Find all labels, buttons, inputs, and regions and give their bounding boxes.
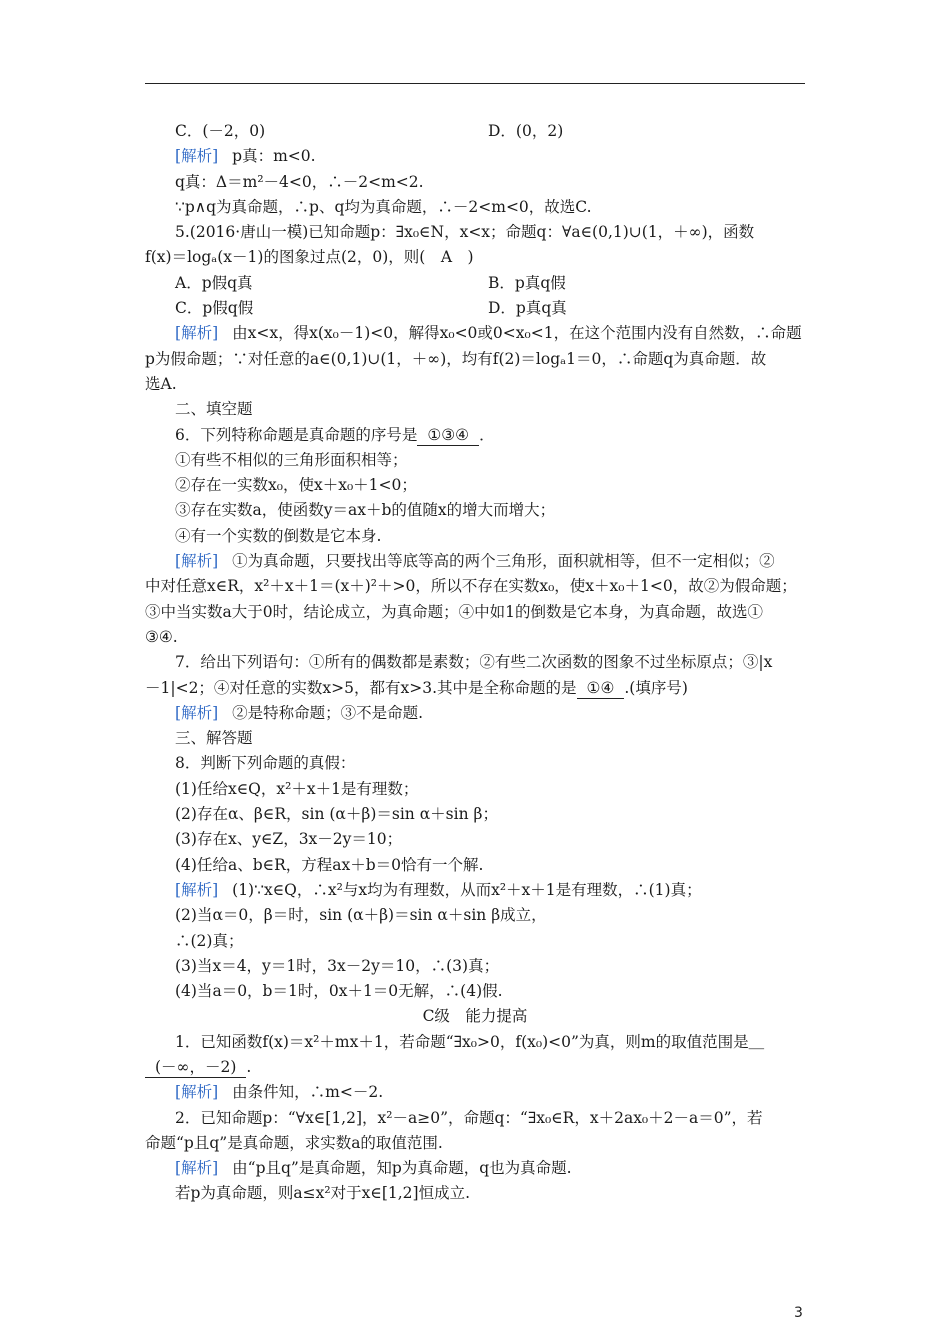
solution-text: 由x<x，得x(x₀－1)<0，解得x₀<0或0<x₀<1，在这个范围内没有自然数，∴命题 [232, 324, 802, 343]
document-body [145, 119, 805, 1207]
line-text: 三、解答题 [175, 729, 253, 748]
line-text: ①有些不相似的三角形面积相等； [175, 450, 408, 469]
solution-tag: [ 解析 ] [175, 552, 218, 570]
solution-tag: [ 解析 ] [175, 1159, 218, 1177]
text-line [145, 498, 805, 523]
line-text: 命题“p且q”是真命题，求实数a的取值范围. [145, 1133, 443, 1152]
question-suffix: ． [479, 425, 495, 444]
line-text: 中对任意x∈R，x²＋x＋1＝(x＋)²＋>0，所以不存在实数x₀，使x＋x₀＋1<0，故②为假命题； [145, 577, 797, 596]
text-line [145, 979, 805, 1004]
line-text: (3)当x＝4，y＝1时，3x－2y＝10，∴(3)真； [175, 956, 500, 975]
text-line [145, 397, 805, 422]
text-line [145, 296, 805, 321]
text-line [145, 701, 805, 726]
text-line [145, 524, 805, 549]
line-text: (3)存在x、y∈Z，3x－2y＝10； [175, 830, 403, 849]
page-number: 3 [794, 1305, 803, 1321]
text-line [145, 751, 805, 776]
text-line [145, 600, 805, 625]
header-rule [145, 83, 805, 84]
text-line [145, 271, 805, 296]
line-text: 5.(2016·唐山一模)已知命题p：∃x₀∈N，x<x；命题q：∀a∈(0,1)∪(1，＋∞)，函数 [175, 223, 755, 242]
text-line [145, 1055, 805, 1080]
text-line [145, 170, 805, 195]
solution-tag: [ 解析 ] [175, 324, 218, 342]
text-line [145, 549, 805, 574]
option-right: B．p真q假 [488, 273, 566, 292]
text-line [145, 726, 805, 751]
line-text: 选A. [145, 374, 177, 393]
solution-text: ①为真命题，只要找出等底等高的两个三角形，面积就相等，但不一定相似；② [232, 552, 775, 571]
text-line [145, 1004, 805, 1029]
line-text: ④有一个实数的倒数是它本身. [175, 526, 382, 545]
text-line [145, 220, 805, 245]
text-line [145, 1030, 805, 1055]
solution-tag: [ 解析 ] [175, 1083, 218, 1101]
line-text: (2)当α＝0，β＝时，sin (α＋β)＝sin α＋sin β成立， [175, 906, 547, 925]
text-line [145, 119, 805, 144]
text-line [145, 625, 805, 650]
line-text: 8．判断下列命题的真假： [175, 754, 356, 773]
text-line [145, 574, 805, 599]
option-right: D．(0，2) [488, 122, 564, 140]
text-line [145, 1106, 805, 1131]
line-text: 2．已知命题p：“∀x∈[1,2]，x²－a≥0”，命题q：“∃x₀∈R，x＋2ax₀＋2－a＝0”，若 [175, 1108, 763, 1127]
text-line [145, 1080, 805, 1105]
solution-text: p真：m<0. [232, 147, 316, 166]
question-text: 6．下列特称命题是真命题的序号是 [175, 425, 418, 444]
text-line [145, 1181, 805, 1206]
solution-text: 由条件知，∴m<－2. [232, 1083, 384, 1102]
line-text: ③中当实数a大于0时，结论成立，为真命题；④中如1的倒数是它本身，为真命题，故选① [145, 602, 763, 621]
text-line [145, 954, 805, 979]
line-text: ∵p∧q为真命题，∴p、q均为真命题，∴－2<m<0，故选C. [175, 197, 592, 216]
solution-text: 由“p且q”是真命题，知p为真命题，q也为真命题. [232, 1159, 572, 1178]
option-left: A．p假q真 [175, 273, 253, 292]
line-text: q真：Δ＝m²－4<0，∴－2<m<2. [175, 172, 424, 191]
text-line [145, 372, 805, 397]
question-suffix: . [246, 1057, 252, 1076]
solution-text: (1)∵x∈Q，∴x²与x均为有理数，从而x²＋x＋1是有理数，∴(1)真； [232, 880, 702, 899]
line-text: 7．给出下列语句：①所有的偶数都是素数；②有些二次函数的图象不过坐标原点；③|x [175, 653, 773, 672]
solution-tag: [ 解析 ] [175, 704, 218, 722]
text-line [145, 245, 805, 270]
text-line [145, 473, 805, 498]
answer-blank: ①③④ [417, 425, 479, 446]
answer-blank: ①④ [577, 678, 625, 699]
line-text: 1．已知函数f(x)＝x²＋mx＋1，若命题“∃x₀>0，f(x₀)<0”为真，则m的取值范围是＿ [175, 1032, 765, 1051]
answer-blank: (－∞，－2) [145, 1057, 246, 1078]
option-right: D．p真q真 [488, 299, 567, 318]
line-text: ∴(2)真； [175, 931, 244, 950]
line-text: ③存在实数a，使函数y＝ax＋b的值随x的增大而增大； [175, 501, 556, 520]
text-line [145, 347, 805, 372]
solution-tag: [ 解析 ] [175, 881, 218, 899]
text-line [145, 827, 805, 852]
option-left: C．p假q假 [175, 299, 254, 318]
line-text: ②存在一实数x₀，使x＋x₀＋1<0； [175, 476, 417, 495]
line-text: (1)任给x∈Q，x²＋x＋1是有理数； [175, 779, 419, 798]
option-left: C．(－2，0) [175, 122, 266, 140]
text-line [145, 929, 805, 954]
text-line [145, 676, 805, 701]
text-line [145, 903, 805, 928]
text-line [145, 650, 805, 675]
line-text: p为假命题；∵对任意的a∈(0,1)∪(1，＋∞)，均有f(2)＝logₐ1＝0，∴命题q为真命题．故 [145, 349, 767, 368]
solution-text: ②是特称命题；③不是命题. [232, 703, 424, 722]
text-line [145, 802, 805, 827]
line-text: (2)存在α、β∈R，sin (α＋β)＝sin α＋sin β； [175, 805, 498, 824]
line-text: (4)任给a、b∈R，方程ax＋b＝0恰有一个解. [175, 855, 484, 874]
text-line [145, 321, 805, 346]
text-line [145, 853, 805, 878]
solution-tag: [ 解析 ] [175, 147, 218, 165]
text-line [145, 1131, 805, 1156]
line-text: ③④. [145, 627, 178, 646]
line-text: (4)当a＝0，b＝1时，0x＋1＝0无解，∴(4)假. [175, 982, 503, 1001]
text-line [145, 448, 805, 473]
line-text: 若p为真命题，则a≤x²对于x∈[1,2]恒成立. [175, 1184, 470, 1203]
line-text: C级 能力提高 [422, 1007, 528, 1026]
text-line [145, 423, 805, 448]
line-text: 二、填空题 [175, 400, 253, 419]
text-line [145, 878, 805, 903]
text-line [145, 195, 805, 220]
text-line [145, 1156, 805, 1181]
text-line [145, 144, 805, 169]
line-text: f(x)＝logₐ(x－1)的图象过点(2，0)，则( A ) [145, 248, 474, 267]
text-line [145, 777, 805, 802]
question-suffix: .(填序号) [624, 678, 688, 697]
question-text: －1|<2；④对任意的实数x>5，都有x>3.其中是全称命题的是 [145, 678, 577, 697]
